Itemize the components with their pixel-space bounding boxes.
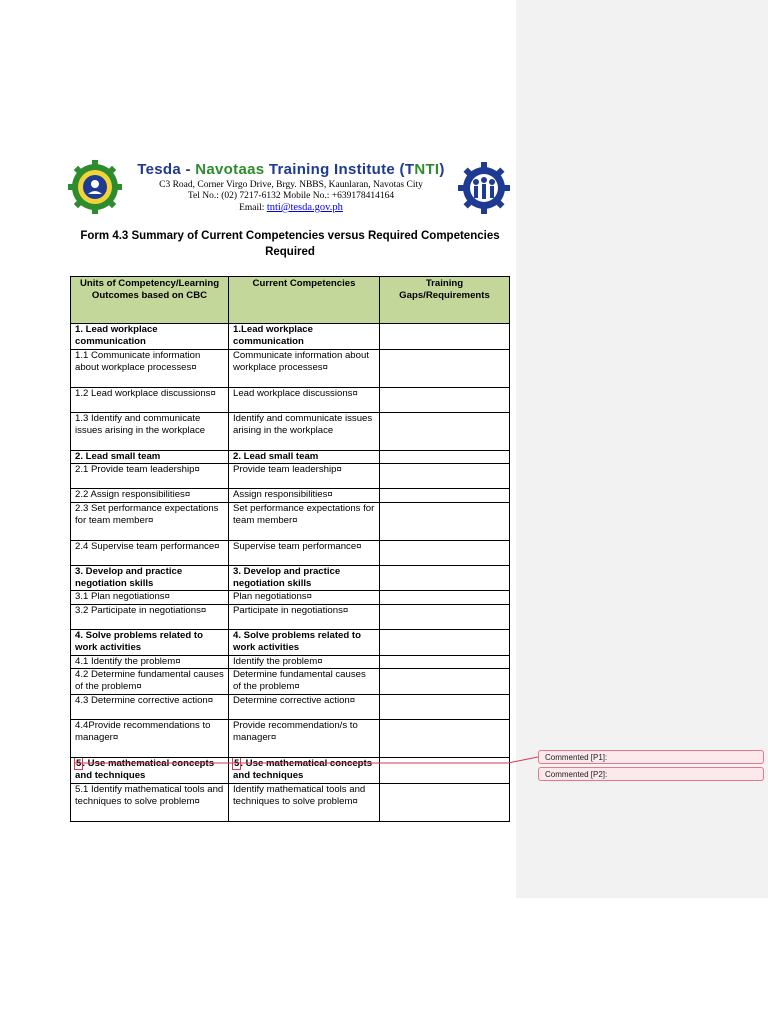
training-gap-cell[interactable] — [380, 604, 510, 629]
unit-of-competency-cell — [71, 489, 229, 502]
table-row — [71, 464, 510, 489]
training-gap-cell[interactable] — [380, 565, 510, 591]
cell-text: 2.1 Provide team leadership¤ — [75, 464, 200, 476]
cell-text: 3.1 Plan negotiations¤ — [75, 591, 170, 603]
training-gap-cell[interactable] — [380, 694, 510, 719]
unit-of-competency-cell — [71, 324, 229, 350]
form-title: Form 4.3 Summary of Current Competencies versus Required Competencies Required — [80, 230, 500, 258]
header-training-gaps: Training Gaps/Requirements — [380, 277, 510, 324]
cell-text: Communicate information about workplace processes¤ — [233, 349, 369, 374]
current-competency-cell — [229, 489, 380, 502]
table-row — [71, 783, 510, 821]
current-competency-cell — [229, 412, 380, 450]
training-gap-cell[interactable] — [380, 757, 510, 783]
table-row — [71, 629, 510, 655]
current-competency-cell — [229, 604, 380, 629]
current-competency-cell — [229, 757, 380, 783]
training-gap-cell[interactable] — [380, 502, 510, 540]
table-row — [71, 694, 510, 719]
table-row — [71, 604, 510, 629]
current-competency-cell — [229, 629, 380, 655]
comment-label: Commented [P2]: — [545, 770, 608, 779]
cell-text: 1. Lead workplace communication — [75, 324, 158, 348]
unit-of-competency-cell — [71, 540, 229, 565]
cell-text: 4. Solve problems related to work activities — [75, 629, 203, 654]
table-row — [71, 565, 510, 591]
table-row — [71, 655, 510, 668]
unit-of-competency-cell — [71, 629, 229, 655]
training-gap-cell[interactable] — [380, 349, 510, 387]
training-gap-cell[interactable] — [380, 783, 510, 821]
unit-of-competency-cell — [71, 783, 229, 821]
training-gap-cell[interactable] — [380, 489, 510, 502]
cell-text: Plan negotiations¤ — [233, 591, 312, 603]
unit-of-competency-cell — [71, 412, 229, 450]
comment-anchor-mark[interactable]: 5 — [234, 757, 240, 769]
unit-of-competency-cell — [71, 591, 229, 604]
current-competency-cell — [229, 591, 380, 604]
cell-text: Supervise team performance¤ — [233, 540, 362, 552]
comment-p2[interactable] — [538, 767, 764, 781]
cell-text: 2.4 Supervise team performance¤ — [75, 540, 220, 552]
cell-text: 3.2 Participate in negotiations¤ — [75, 604, 207, 616]
table-row — [71, 591, 510, 604]
unit-of-competency-cell — [71, 719, 229, 757]
unit-of-competency-cell — [71, 502, 229, 540]
cell-text: 3. Develop and practice negotiation skills — [75, 565, 183, 590]
training-gap-cell[interactable] — [380, 412, 510, 450]
cell-text: Identify the problem¤ — [233, 655, 323, 667]
institute-address: C3 Road, Corner Virgo Drive, Brgy. NBBS, Kaunlaran, Navotas City — [159, 180, 423, 190]
training-gap-cell[interactable] — [380, 669, 510, 695]
current-competency-cell — [229, 719, 380, 757]
table-header-row — [71, 277, 510, 324]
cell-text: . Use mathematical concepts and techniques — [75, 757, 215, 782]
training-gap-cell[interactable] — [380, 324, 510, 350]
cell-text: 4.1 Identify the problem¤ — [75, 655, 181, 667]
cell-text: 4.3 Determine corrective action¤ — [75, 694, 214, 706]
current-competency-cell — [229, 502, 380, 540]
current-competency-cell — [229, 324, 380, 350]
current-competency-cell — [229, 694, 380, 719]
current-competency-cell — [229, 450, 380, 463]
cell-text: 1.Lead workplace communication — [233, 324, 313, 348]
unit-of-competency-cell — [71, 655, 229, 668]
unit-of-competency-cell — [71, 669, 229, 695]
unit-of-competency-cell — [71, 604, 229, 629]
table-row — [71, 349, 510, 387]
current-competency-cell — [229, 655, 380, 668]
cell-text: Lead workplace discussions¤ — [233, 387, 358, 399]
cell-text: Determine fundamental causes of the problem¤ — [233, 669, 366, 693]
table-row — [71, 502, 510, 540]
current-competency-cell — [229, 464, 380, 489]
table-row — [71, 719, 510, 757]
cell-text: 1.3 Identify and communicate issues arising in the workplace — [75, 412, 206, 437]
unit-of-competency-cell — [71, 565, 229, 591]
unit-of-competency-cell — [71, 464, 229, 489]
training-gap-cell[interactable] — [380, 591, 510, 604]
unit-of-competency-cell — [71, 387, 229, 412]
training-gap-cell[interactable] — [380, 629, 510, 655]
cell-text: 4.4Provide recommendations to manager¤ — [75, 719, 211, 744]
table-row — [71, 324, 510, 350]
cell-text: . Use mathematical concepts and techniques — [233, 757, 373, 782]
training-gap-cell[interactable] — [380, 719, 510, 757]
cell-text: 2. Lead small team — [233, 450, 319, 462]
email-link[interactable]: tnti@tesda.gov.ph — [266, 202, 343, 213]
cell-text: 2.3 Set performance expectations for team member¤ — [75, 502, 219, 527]
cell-text: 2.2 Assign responsibilities¤ — [75, 489, 191, 501]
current-competency-cell — [229, 783, 380, 821]
current-competency-cell — [229, 565, 380, 591]
unit-of-competency-cell — [71, 349, 229, 387]
unit-of-competency-cell — [71, 757, 229, 783]
institute-title: Tesda - Navotaas Training Institute (TNTI) — [137, 161, 445, 178]
tesda-blue-gear-logo — [458, 162, 510, 214]
table-row — [71, 387, 510, 412]
cell-text: Participate in negotiations¤ — [233, 604, 349, 616]
comment-p1[interactable] — [538, 750, 764, 764]
cell-text: Determine corrective action¤ — [233, 694, 356, 706]
cell-text: Set performance expectations for team member¤ — [233, 502, 375, 527]
cell-text: 1.1 Communicate information about workplace processes¤ — [75, 349, 201, 374]
table-row — [71, 757, 510, 783]
competency-table — [70, 276, 510, 822]
table-row — [71, 412, 510, 450]
tesda-gear-logo — [68, 160, 122, 214]
training-gap-cell[interactable] — [380, 655, 510, 668]
header-units-of-competency: Units of Competency/Learning Outcomes based on CBC — [71, 277, 229, 324]
comment-label: Commented [P1]: — [545, 753, 608, 762]
cell-text: 1.2 Lead workplace discussions¤ — [75, 387, 216, 399]
comment-anchor-mark[interactable]: 5 — [76, 757, 82, 769]
current-competency-cell — [229, 540, 380, 565]
header-current-competencies: Current Competencies — [229, 277, 380, 324]
cell-text: 4. Solve problems related to work activities — [233, 629, 361, 654]
training-gap-cell[interactable] — [380, 540, 510, 565]
table-row — [71, 540, 510, 565]
cell-text: 5.1 Identify mathematical tools and techniques to solve problem¤ — [75, 783, 224, 808]
cell-text: Identify mathematical tools and techniques to solve problem¤ — [233, 783, 366, 808]
cell-text: Provide recommendation/s to manager¤ — [233, 719, 358, 744]
unit-of-competency-cell — [71, 694, 229, 719]
cell-text: 3. Develop and practice negotiation skills — [233, 565, 341, 590]
table-row — [71, 669, 510, 695]
current-competency-cell — [229, 349, 380, 387]
cell-text: Identify and communicate issues arising in the workplace — [233, 412, 373, 437]
unit-of-competency-cell — [71, 450, 229, 463]
institute-phone: Tel No.: (02) 7217-6132 Mobile No.: +639178414164 — [187, 191, 395, 201]
cell-text: Provide team leadership¤ — [233, 464, 342, 476]
table-row — [71, 489, 510, 502]
institute-email-line: Email: tnti@tesda.gov.ph — [239, 202, 343, 213]
training-gap-cell[interactable] — [380, 387, 510, 412]
current-competency-cell — [229, 669, 380, 695]
cell-text: Assign responsibilities¤ — [233, 489, 333, 501]
training-gap-cell[interactable] — [380, 450, 510, 463]
cell-text: 4.2 Determine fundamental causes of the problem¤ — [75, 669, 224, 693]
cell-text: 2. Lead small team — [75, 450, 161, 462]
table-row — [71, 450, 510, 463]
training-gap-cell[interactable] — [380, 464, 510, 489]
current-competency-cell — [229, 387, 380, 412]
